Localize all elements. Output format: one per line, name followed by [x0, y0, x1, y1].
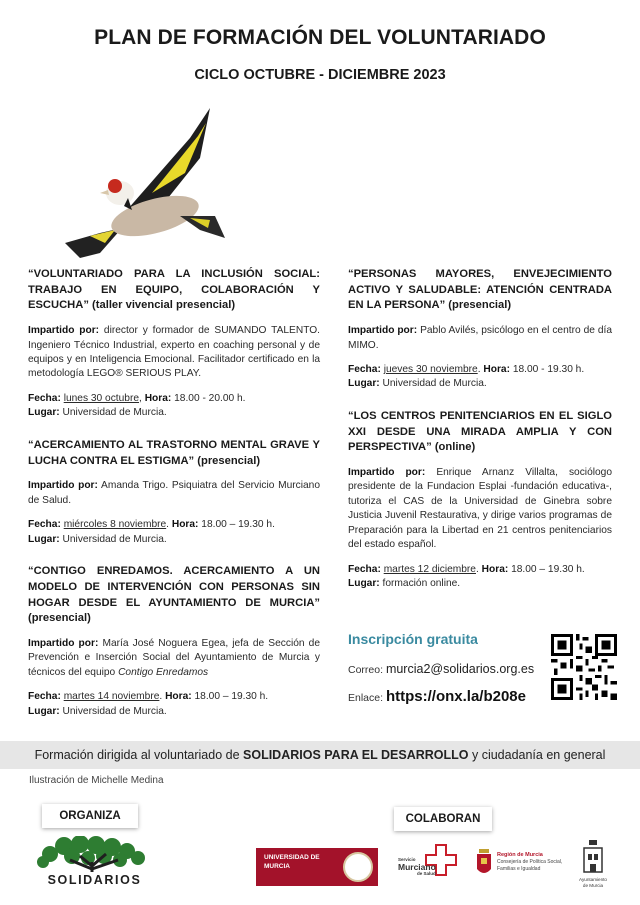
session-place: Lugar: Universidad de Murcia. — [28, 705, 167, 717]
session-mode: (online) — [431, 441, 476, 454]
session-title: “VOLUNTARIADO PARA LA INCLUSIÓN SOCIAL: TRABAJO EN EQUIPO, COLABORACIÓN Y ESCUCHA” (taller vivencial presencial) — [28, 268, 320, 312]
email-link[interactable]: murcia2@solidarios.org.es — [385, 662, 535, 676]
session-title: “CONTIGO ENREDAMOS. ACERCAMIENTO A UN MODELO DE INTERVENCIÓN CON PERSONAS SIN HOGAR DESDE EL AYUNTAMIENTO DE MURCIA” (presencial) — [28, 565, 320, 625]
session-speaker: Impartido por: Pablo Avilés, psicólogo en el centro de día MIMO. — [348, 325, 613, 351]
session-date: martes 14 noviembre — [63, 691, 160, 703]
session-title: “PERSONAS MAYORES, ENVEJECIMIENTO ACTIVO Y SALUDABLE: ATENCIÓN CENTRADA EN LA PERSONA” (presencial) — [348, 268, 612, 312]
session-date: martes 12 diciembre — [383, 563, 476, 575]
session-speaker: Impartido por: María José Noguera Egea, jefa de Sección de Prevención e Inserción Social del Ayuntamiento de Murcia y técnicos del equipo Contigo Enredamos — [28, 637, 320, 678]
session-date: lunes 30 octubre — [63, 392, 140, 404]
session-speaker: Impartido por: director y formador de SUMANDO TALENTO. Ingeniero Técnico Industrial, experto en coaching personal y de equipos y en Inteligencia Emocional. Facilitador certificado en la metodología LEGO® SERIOUS PLAY. — [28, 325, 321, 380]
registration-link: Enlace: https://onx.la/b208e — [348, 688, 526, 705]
session-speaker: Impartido por: Amanda Trigo. Psiquiatra del Servicio Murciano de Salud. — [28, 480, 321, 506]
session-date-time: Fecha: martes 14 noviembre. Hora: 18.00 – 19.30 h. — [28, 691, 269, 703]
solidarios-logo-text: SOLIDARIOS — [47, 873, 142, 887]
session-1 — [28, 267, 320, 421]
colaboran-label: COLABORAN — [394, 807, 492, 831]
session-5 — [348, 409, 612, 592]
session-place: Lugar: formación online. — [348, 578, 461, 590]
sessions-left-column — [28, 267, 320, 736]
goldfinch-illustration-icon — [60, 98, 235, 258]
session-place: Lugar: Universidad de Murcia. — [28, 533, 167, 545]
illustration-credit: Ilustración de Michelle Medina — [29, 775, 164, 786]
session-date: jueves 30 noviembre — [383, 363, 478, 375]
session-3 — [28, 564, 320, 719]
region-murcia-logo-text: Región de Murcia Consejería de Política Social, Familias e Igualdad — [497, 852, 563, 872]
session-4 — [348, 267, 612, 392]
session-date-time: Fecha: miércoles 8 noviembre. Hora: 18.00 – 19.30 h. — [28, 519, 275, 531]
organiza-label: ORGANIZA — [42, 804, 138, 828]
signup-link[interactable]: https://onx.la/b208e — [385, 688, 526, 705]
qr-code-icon[interactable] — [551, 634, 617, 700]
session-title: “LOS CENTROS PENITENCIARIOS EN EL SIGLO XXI DESDE UNA MIRADA AMPLIA Y CON PERSPECTIVA” (online) — [348, 409, 612, 454]
session-date-time: Fecha: lunes 30 octubre, Hora: 18.00 - 20.00 h. — [28, 392, 246, 404]
session-title: “ACERCAMIENTO AL TRASTORNO MENTAL GRAVE Y LUCHA CONTRA EL ESTIGMA” (presencial) — [28, 438, 320, 467]
ayuntamiento-murcia-logo-text: Ayuntamiento de Murcia — [578, 877, 607, 888]
university-seal-icon — [343, 852, 373, 882]
universidad-murcia-logo: UNIVERSIDAD DE MURCIA — [256, 848, 378, 886]
page-title: PLAN DE FORMACIÓN DEL VOLUNTARIADO — [94, 26, 546, 49]
audience-banner: Formación dirigida al voluntariado de SOLIDARIOS PARA EL DESARROLLO y ciudadanía en general — [0, 741, 640, 769]
registration-email: Correo: murcia2@solidarios.org.es — [348, 662, 535, 676]
session-place: Lugar: Universidad de Murcia. — [28, 407, 167, 419]
session-mode: (presencial) — [445, 299, 512, 312]
sessions-right-column — [348, 267, 612, 609]
session-date-time: Fecha: jueves 30 noviembre. Hora: 18.00 - 19.30 h. — [348, 363, 585, 375]
session-2 — [28, 438, 320, 547]
tower-logo-icon — [578, 838, 608, 878]
page-subtitle: CICLO OCTUBRE - DICIEMBRE 2023 — [194, 67, 446, 83]
registration-heading: Inscripción gratuita — [348, 631, 478, 647]
session-date: miércoles 8 noviembre — [63, 519, 167, 531]
session-speaker: Impartido por: Enrique Arnanz Villalta, sociólogo presidente de la Fundacion Esplai -fundación educativa-, tutoriza el CAS de la Universidad de Ginebra sobre Justicia Juvenil Restaurativa, y dirige varios programas de Preparación para la Libertad en 21 centros penitenciarios del estado español. — [348, 466, 612, 551]
session-mode: (presencial) — [194, 454, 261, 467]
servicio-murciano-salud-logo: Servicio Murciano de Salud — [398, 857, 436, 877]
session-mode: (presencial) — [28, 612, 91, 625]
session-place: Lugar: Universidad de Murcia. — [348, 378, 487, 390]
session-date-time: Fecha: martes 12 diciembre. Hora: 18.00 – 19.30 h. — [348, 563, 585, 575]
session-mode: (taller vivencial presencial) — [92, 299, 236, 312]
coat-of-arms-icon — [475, 847, 493, 881]
